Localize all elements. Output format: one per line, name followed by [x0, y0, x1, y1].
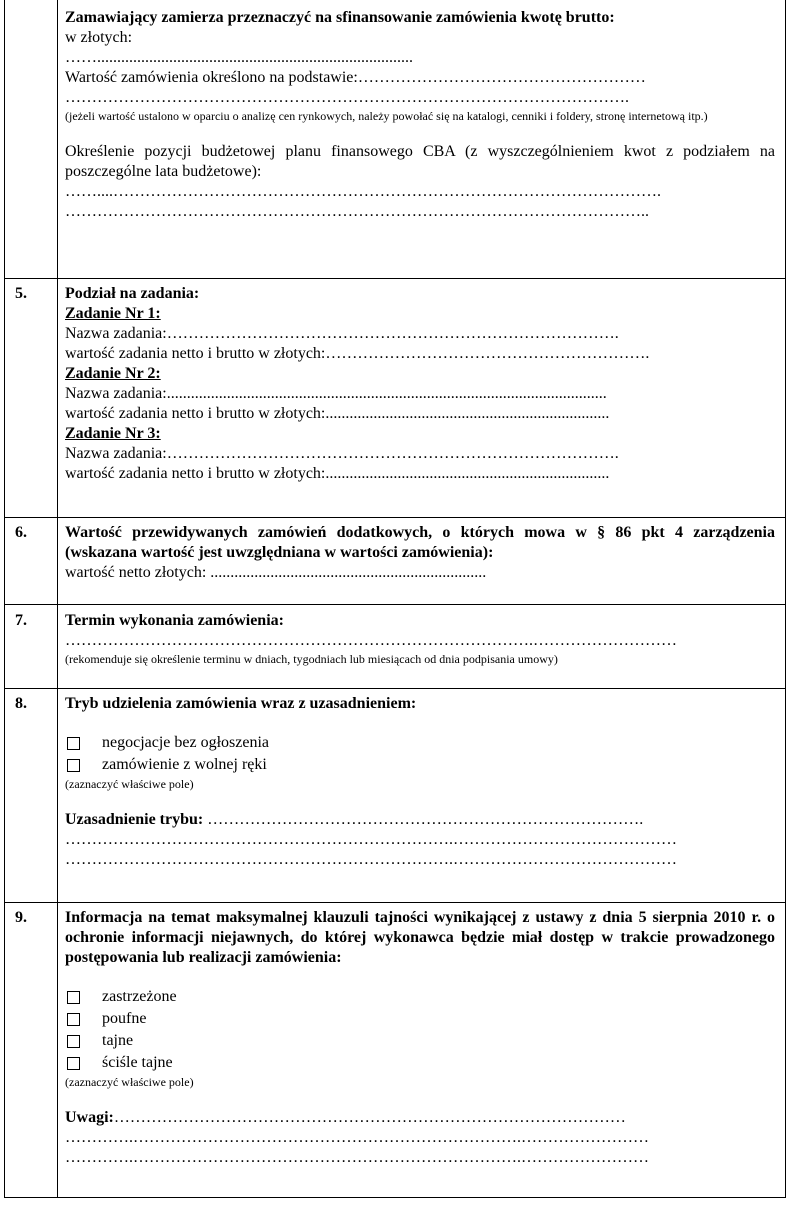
secrecy-note: (zaznaczyć właściwe pole) [65, 1075, 194, 1089]
secrecy-option-restricted[interactable] [65, 986, 775, 1008]
section-number: 5. [15, 285, 27, 302]
remarks-line-2[interactable]: ………….……………………………………………………………….…………………… [65, 1149, 649, 1166]
funding-heading: Zamawiający zamierza przeznaczyć na sfinansowanie zamówienia kwotę brutto: [65, 9, 615, 26]
value-basis-field[interactable]: Wartość zamówienia określono na podstawie:……………………………………………… [65, 69, 646, 86]
checkbox-icon[interactable] [67, 1035, 80, 1048]
checkbox-icon[interactable] [67, 1013, 80, 1026]
checkbox-icon[interactable] [67, 759, 80, 772]
funding-amount-field[interactable]: ……............................................................................... [65, 49, 413, 66]
secrecy-option-secret[interactable] [65, 1030, 775, 1052]
remarks-line-1[interactable]: ………….……………………………………………………………….…………………… [65, 1129, 649, 1146]
task-1-value-field[interactable]: wartość zadania netto i brutto w złotych:……………………………………………………. [65, 345, 650, 362]
task-2-value-field[interactable]: wartość zadania netto i brutto w złotych:....................................................................... [65, 405, 610, 422]
task-3-title: Zadanie Nr 3: [65, 425, 161, 442]
tasks-heading: Podział na zadania: [65, 285, 200, 302]
budget-line-1[interactable]: ……....…………………………………………………………………………………………. [65, 183, 661, 200]
column-divider [57, 0, 58, 1197]
deadline-heading: Termin wykonania zamówienia: [65, 612, 284, 629]
option-label: poufne [102, 1010, 147, 1027]
net-value-field[interactable]: wartość netto złotych: ..................................................................... [65, 564, 487, 581]
secrecy-option-confidential[interactable] [65, 1008, 775, 1030]
task-2-name-field[interactable]: Nazwa zadania:.............................................................................................................. [65, 385, 607, 402]
procurement-form-table [4, 0, 786, 1198]
option-label: tajne [102, 1032, 134, 1049]
section-number: 6. [15, 524, 27, 541]
task-2-title: Zadanie Nr 2: [65, 365, 161, 382]
section-number: 8. [15, 695, 27, 712]
row-divider [5, 517, 785, 518]
option-label: ściśle tajne [102, 1054, 173, 1071]
checkbox-icon[interactable] [67, 991, 80, 1004]
option-label: zastrzeżone [102, 988, 177, 1005]
deadline-note: (rekomenduje się określenie terminu w dniach, tygodniach lub miesiącach od dnia podpisania umowy) [65, 652, 558, 666]
option-label: zamówienie z wolnej ręki [102, 756, 267, 773]
row-divider [5, 688, 785, 689]
checkbox-icon[interactable] [67, 1057, 80, 1070]
procedure-option-negotiation[interactable] [65, 732, 775, 754]
checkbox-icon[interactable] [67, 737, 80, 750]
task-1-name-field[interactable]: Nazwa zadania:…………………………………………………………………………. [65, 325, 619, 342]
task-1-title: Zadanie Nr 1: [65, 305, 161, 322]
section-number: 9. [15, 909, 27, 926]
task-3-value-field[interactable]: wartość zadania netto i brutto w złotych:....................................................................... [65, 465, 610, 482]
procedure-option-single-source[interactable] [65, 754, 775, 776]
procedure-heading: Tryb udzielenia zamówienia wraz z uzasadnieniem: [65, 695, 417, 712]
value-basis-note: (jeżeli wartość ustalono w oparciu o analizę cen rynkowych, należy powołać się na katalogi, cenniki i foldery, stronę internetową itp.) [65, 109, 708, 123]
secrecy-clause-heading: Informacja na temat maksymalnej klauzuli tajności wynikającej z ustawy z dnia 5 sierpnia 2010 r. o ochronie informacji niejawnych, do której wykonawca będzie miał dostęp w trakcie prowadzonego postępowania lub realizacji zamówienia: [65, 909, 775, 966]
funding-currency-label: w złotych: [65, 29, 133, 46]
justification-field[interactable] [65, 810, 775, 830]
budget-line-2[interactable]: ……………………………………………………………………………………………….. [65, 203, 649, 220]
section-number: 7. [15, 612, 27, 629]
justification-dots: ………………………………………………………………………. [203, 811, 644, 828]
budget-position-text: Określenie pozycji budżetowej planu finansowego CBA (z wyszczególnieniem kwot z podziałem na poszczególne lata budżetowe): [65, 143, 775, 180]
justification-line-1[interactable]: ……………………………………………………………….…………………………………… [65, 831, 677, 848]
deadline-field[interactable]: …………………………………………………………………………….……………………… [65, 632, 677, 649]
value-basis-continuation[interactable]: ……………………………………………………………………………………………. [65, 89, 629, 106]
row-divider [5, 278, 785, 279]
justification-label: Uzasadnienie trybu: [65, 811, 204, 828]
remarks-label: Uwagi: [65, 1109, 114, 1126]
option-label: negocjacje bez ogłoszenia [102, 734, 270, 751]
task-3-name-field[interactable]: Nazwa zadania:…………………………………………………………………………. [65, 445, 619, 462]
procedure-note: (zaznaczyć właściwe pole) [65, 777, 194, 791]
row-divider [5, 902, 785, 903]
justification-line-2[interactable]: ……………………………………………………………….…………………………………… [65, 851, 677, 868]
remarks-field[interactable] [65, 1108, 775, 1128]
secrecy-option-top-secret[interactable] [65, 1052, 775, 1074]
row-divider [5, 604, 785, 605]
remarks-dots: …………………………………………………………………………………… [113, 1109, 626, 1126]
additional-orders-heading: Wartość przewidywanych zamówień dodatkowych, o których mowa w § 86 pkt 4 zarządzenia (wskazana wartość jest uwzględniana w wartości zamówienia): [65, 524, 775, 561]
